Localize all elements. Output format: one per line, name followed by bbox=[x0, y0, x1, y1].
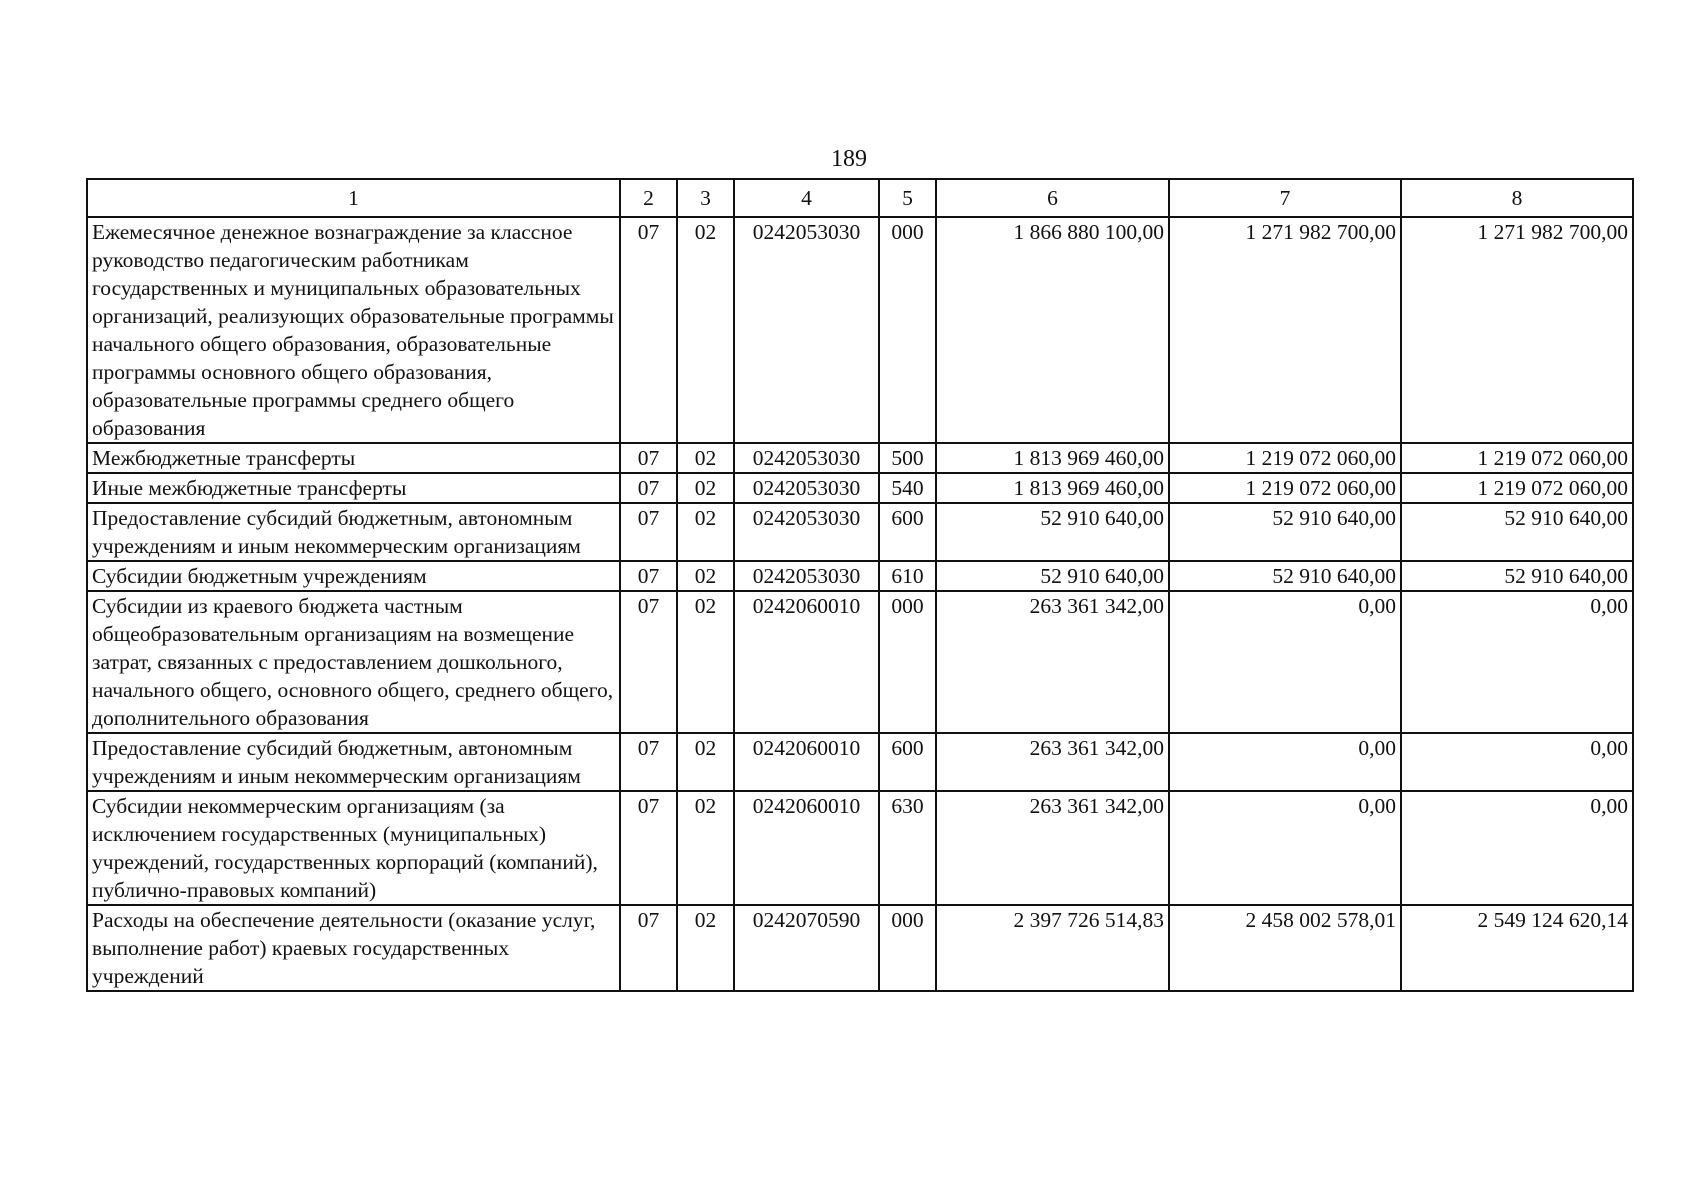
row-amount-col7: 2 458 002 578,01 bbox=[1169, 905, 1401, 991]
row-subsection-code: 02 bbox=[677, 217, 734, 443]
row-amount-col6: 1 866 880 100,00 bbox=[936, 217, 1169, 443]
row-name: Предоставление субсидий бюджетным, автономным учреждениям и иным некоммерческим организациям bbox=[87, 503, 620, 561]
column-header-6: 6 bbox=[936, 179, 1169, 217]
row-name: Субсидии бюджетным учреждениям bbox=[87, 561, 620, 591]
row-amount-col8: 0,00 bbox=[1401, 591, 1633, 733]
row-amount-col6: 52 910 640,00 bbox=[936, 561, 1169, 591]
row-amount-col6: 1 813 969 460,00 bbox=[936, 443, 1169, 473]
row-expense-type-code: 540 bbox=[879, 473, 936, 503]
row-amount-col8: 2 549 124 620,14 bbox=[1401, 905, 1633, 991]
row-amount-col6: 52 910 640,00 bbox=[936, 503, 1169, 561]
row-section-code: 07 bbox=[620, 473, 677, 503]
table-row bbox=[87, 443, 1633, 473]
row-name: Расходы на обеспечение деятельности (оказание услуг, выполнение работ) краевых государственных учреждений bbox=[87, 905, 620, 991]
row-amount-col7: 52 910 640,00 bbox=[1169, 561, 1401, 591]
row-subsection-code: 02 bbox=[677, 905, 734, 991]
row-amount-col7: 52 910 640,00 bbox=[1169, 503, 1401, 561]
row-amount-col8: 0,00 bbox=[1401, 791, 1633, 905]
row-amount-col6: 263 361 342,00 bbox=[936, 733, 1169, 791]
row-amount-col7: 1 219 072 060,00 bbox=[1169, 473, 1401, 503]
row-amount-col8: 1 219 072 060,00 bbox=[1401, 473, 1633, 503]
row-amount-col8: 1 271 982 700,00 bbox=[1401, 217, 1633, 443]
column-header-8: 8 bbox=[1401, 179, 1633, 217]
row-target-article-code: 0242053030 bbox=[734, 561, 879, 591]
row-amount-col8: 1 219 072 060,00 bbox=[1401, 443, 1633, 473]
row-amount-col6: 2 397 726 514,83 bbox=[936, 905, 1169, 991]
column-header-5: 5 bbox=[879, 179, 936, 217]
row-section-code: 07 bbox=[620, 561, 677, 591]
table-row bbox=[87, 503, 1633, 561]
row-amount-col8: 52 910 640,00 bbox=[1401, 561, 1633, 591]
row-amount-col8: 0,00 bbox=[1401, 733, 1633, 791]
column-header-3: 3 bbox=[677, 179, 734, 217]
row-amount-col7: 1 271 982 700,00 bbox=[1169, 217, 1401, 443]
row-expense-type-code: 000 bbox=[879, 217, 936, 443]
row-amount-col6: 1 813 969 460,00 bbox=[936, 473, 1169, 503]
table-row bbox=[87, 473, 1633, 503]
row-subsection-code: 02 bbox=[677, 503, 734, 561]
row-subsection-code: 02 bbox=[677, 733, 734, 791]
page-number: 189 bbox=[831, 146, 867, 172]
row-name: Ежемесячное денежное вознаграждение за классное руководство педагогическим работникам государственных и муниципальных образовательных организаций, реализующих образовательные программы начального общего образования, образовательные программы основного общего образования, образовательные программы среднего общего образования bbox=[87, 217, 620, 443]
row-name: Межбюджетные трансферты bbox=[87, 443, 620, 473]
row-subsection-code: 02 bbox=[677, 561, 734, 591]
row-subsection-code: 02 bbox=[677, 591, 734, 733]
budget-table bbox=[86, 178, 1634, 992]
row-target-article-code: 0242070590 bbox=[734, 905, 879, 991]
row-expense-type-code: 600 bbox=[879, 733, 936, 791]
column-header-2: 2 bbox=[620, 179, 677, 217]
table-row bbox=[87, 791, 1633, 905]
row-target-article-code: 0242053030 bbox=[734, 503, 879, 561]
row-name: Субсидии некоммерческим организациям (за исключением государственных (муниципальных) учреждений, государственных корпораций (компаний), публично-правовых компаний) bbox=[87, 791, 620, 905]
row-amount-col7: 0,00 bbox=[1169, 791, 1401, 905]
row-section-code: 07 bbox=[620, 905, 677, 991]
row-section-code: 07 bbox=[620, 791, 677, 905]
column-header-7: 7 bbox=[1169, 179, 1401, 217]
row-amount-col6: 263 361 342,00 bbox=[936, 791, 1169, 905]
row-amount-col7: 0,00 bbox=[1169, 591, 1401, 733]
row-section-code: 07 bbox=[620, 591, 677, 733]
row-amount-col8: 52 910 640,00 bbox=[1401, 503, 1633, 561]
row-subsection-code: 02 bbox=[677, 443, 734, 473]
row-expense-type-code: 500 bbox=[879, 443, 936, 473]
row-target-article-code: 0242060010 bbox=[734, 791, 879, 905]
table-row bbox=[87, 905, 1633, 991]
table-row bbox=[87, 561, 1633, 591]
row-name: Иные межбюджетные трансферты bbox=[87, 473, 620, 503]
row-section-code: 07 bbox=[620, 503, 677, 561]
row-section-code: 07 bbox=[620, 733, 677, 791]
row-name: Субсидии из краевого бюджета частным общеобразовательным организациям на возмещение затрат, связанных с предоставлением дошкольного, начального общего, основного общего, среднего общего, дополнительного образования bbox=[87, 591, 620, 733]
row-target-article-code: 0242053030 bbox=[734, 443, 879, 473]
row-amount-col7: 0,00 bbox=[1169, 733, 1401, 791]
row-expense-type-code: 000 bbox=[879, 905, 936, 991]
row-subsection-code: 02 bbox=[677, 473, 734, 503]
row-expense-type-code: 000 bbox=[879, 591, 936, 733]
row-target-article-code: 0242053030 bbox=[734, 217, 879, 443]
row-subsection-code: 02 bbox=[677, 791, 734, 905]
table-row bbox=[87, 591, 1633, 733]
table-row bbox=[87, 217, 1633, 443]
row-amount-col6: 263 361 342,00 bbox=[936, 591, 1169, 733]
row-name: Предоставление субсидий бюджетным, автономным учреждениям и иным некоммерческим организациям bbox=[87, 733, 620, 791]
table-row bbox=[87, 733, 1633, 791]
column-header-4: 4 bbox=[734, 179, 879, 217]
table-header-row bbox=[87, 179, 1633, 217]
row-expense-type-code: 610 bbox=[879, 561, 936, 591]
row-expense-type-code: 630 bbox=[879, 791, 936, 905]
row-target-article-code: 0242060010 bbox=[734, 591, 879, 733]
row-amount-col7: 1 219 072 060,00 bbox=[1169, 443, 1401, 473]
row-target-article-code: 0242060010 bbox=[734, 733, 879, 791]
row-section-code: 07 bbox=[620, 217, 677, 443]
column-header-1: 1 bbox=[87, 179, 620, 217]
row-target-article-code: 0242053030 bbox=[734, 473, 879, 503]
row-section-code: 07 bbox=[620, 443, 677, 473]
row-expense-type-code: 600 bbox=[879, 503, 936, 561]
